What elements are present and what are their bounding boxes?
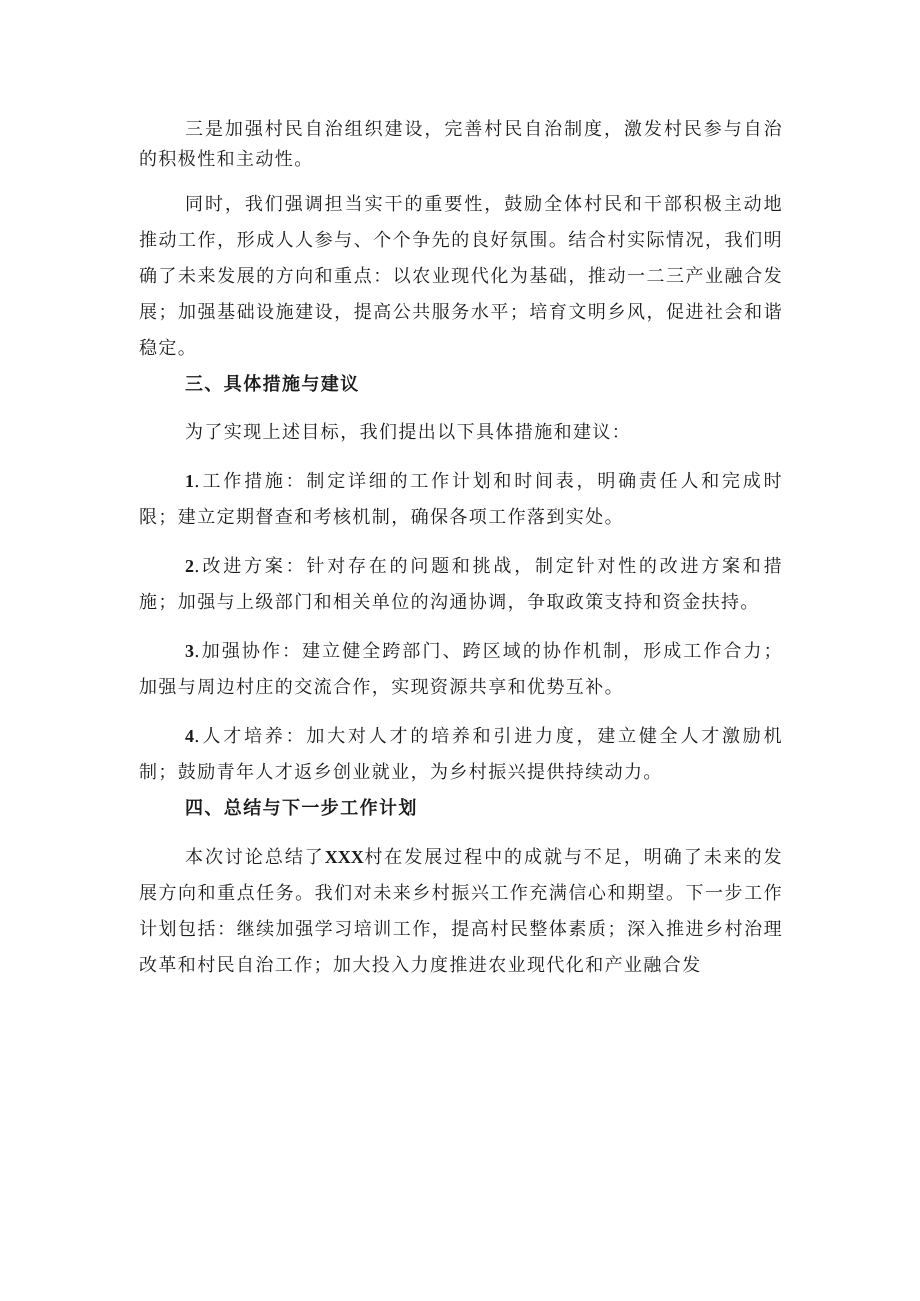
measure-item-1	[139, 463, 783, 536]
village-name: XXX	[324, 847, 364, 867]
section-heading-measures: 三、具体措施与建议	[185, 374, 360, 395]
paragraph-village-autonomy: 三是加强村民自治组织建设，完善村民自治制度，激发村民参与自治的积极性和主动性。	[139, 119, 783, 170]
summary-lead: 本次讨论总结了	[185, 847, 325, 868]
measure-number: 2	[185, 556, 194, 576]
measure-item-2	[139, 548, 783, 621]
measure-text: .加强协作：建立健全跨部门、跨区域的协作机制，形成工作合力；加强与周边村庄的交流合作，实现资源共享和优势互补。	[139, 641, 783, 698]
section-heading-summary: 四、总结与下一步工作计划	[185, 798, 418, 819]
measure-text: .工作措施：制定详细的工作计划和时间表，明确责任人和完成时限；建立定期督查和考核机制，确保各项工作落到实处。	[139, 471, 783, 528]
measure-item-3	[139, 633, 783, 706]
summary-rest: 村在发展过程中的成就与不足，明确了未来的发展方向和重点任务。我们对未来乡村振兴工作充满信心和期望。下一步工作计划包括：继续加强学习培训工作，提高村民整体素质；深入推进乡村治理改革和村民自治工作；加大投入力度推进农业现代化和产业融合发	[139, 847, 783, 976]
measure-number: 3	[185, 641, 194, 661]
summary-paragraph	[139, 839, 783, 984]
measure-text: .人才培养：加大对人才的培养和引进力度，建立健全人才激励机制；鼓励青年人才返乡创业就业，为乡村振兴提供持续动力。	[139, 726, 783, 783]
measures-intro: 为了实现上述目标，我们提出以下具体措施和建议：	[185, 422, 632, 443]
measure-number: 4	[185, 726, 194, 746]
document-page	[139, 115, 783, 984]
measure-text: .改进方案：针对存在的问题和挑战，制定针对性的改进方案和措施；加强与上级部门和相关单位的沟通协调，争取政策支持和资金扶持。	[139, 556, 783, 613]
measure-item-4	[139, 718, 783, 791]
measure-number: 1	[185, 471, 194, 491]
paragraph-development-direction: 同时，我们强调担当实干的重要性，鼓励全体村民和干部积极主动地推动工作，形成人人参与、个个争先的良好氛围。结合村实际情况，我们明确了未来发展的方向和重点：以农业现代化为基础，推动一二三产业融合发展；加强基础设施建设，提高公共服务水平；培育文明乡风，促进社会和谐稳定。	[139, 194, 783, 359]
